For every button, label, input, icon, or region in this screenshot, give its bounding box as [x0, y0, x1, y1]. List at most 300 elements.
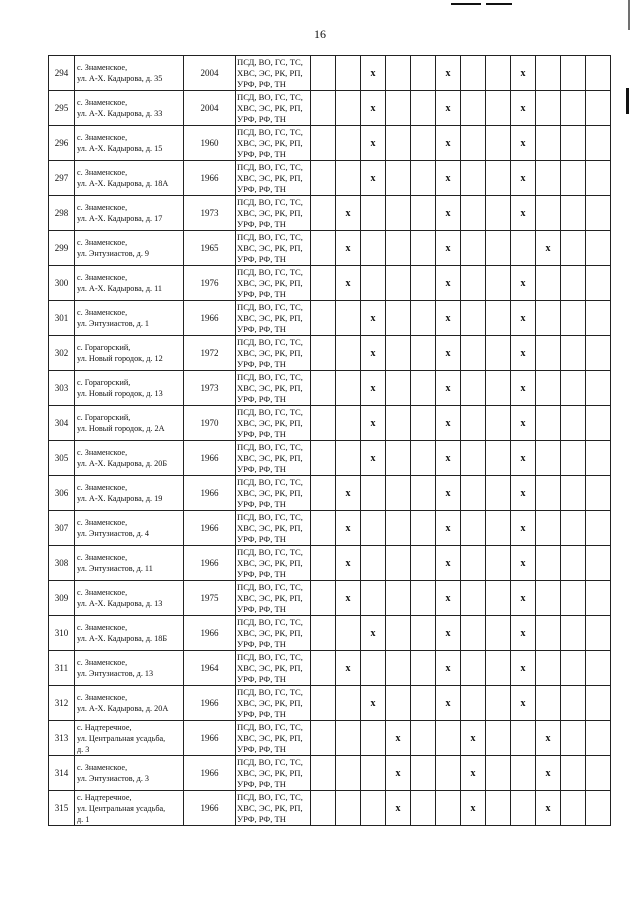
- systems-line: ХВС, ЭС, РК, РП,: [237, 242, 303, 253]
- row-number: 310: [49, 616, 75, 651]
- mark-cell: x: [536, 721, 561, 756]
- address-line: с. Знаменское,: [77, 623, 128, 632]
- systems-line: ХВС, ЭС, РК, РП,: [237, 627, 303, 638]
- mark-cell: [411, 441, 436, 476]
- systems-line: ХВС, ЭС, РК, РП,: [237, 802, 303, 813]
- mark-cell: [311, 756, 336, 791]
- systems-line: ХВС, ЭС, РК, РП,: [237, 102, 303, 113]
- mark-cell: [486, 406, 511, 441]
- mark-cell: x: [336, 476, 361, 511]
- mark-cell: [561, 336, 586, 371]
- mark-cell: [586, 441, 611, 476]
- mark-cell: [436, 756, 461, 791]
- mark-cell: [386, 161, 411, 196]
- mark-cell: [461, 301, 486, 336]
- mark-cell: x: [436, 301, 461, 336]
- systems-line: ХВС, ЭС, РК, РП,: [237, 312, 303, 323]
- mark-cell: x: [436, 126, 461, 161]
- mark-cell: [386, 616, 411, 651]
- mark-cell: [336, 126, 361, 161]
- mark-cell: [386, 301, 411, 336]
- mark-cell: [386, 56, 411, 91]
- mark-cell: [311, 686, 336, 721]
- mark-cell: x: [461, 791, 486, 826]
- systems-list: [236, 266, 311, 301]
- mark-cell: [586, 91, 611, 126]
- systems-line: УРФ, РФ, ТН: [237, 743, 286, 754]
- mark-cell: [561, 511, 586, 546]
- systems-list: [236, 336, 311, 371]
- mark-cell: x: [361, 56, 386, 91]
- mark-cell: [411, 91, 436, 126]
- mark-cell: [461, 511, 486, 546]
- build-year: 2004: [184, 91, 236, 126]
- systems-list: [236, 91, 311, 126]
- address-line: ул. Центральная усадьба,: [77, 803, 166, 813]
- mark-cell: x: [436, 91, 461, 126]
- mark-cell: x: [386, 721, 411, 756]
- systems-line: ХВС, ЭС, РК, РП,: [237, 67, 303, 78]
- mark-cell: [486, 231, 511, 266]
- mark-cell: x: [336, 196, 361, 231]
- mark-cell: x: [511, 406, 536, 441]
- table-row: [49, 231, 611, 266]
- mark-cell: [586, 336, 611, 371]
- mark-cell: [311, 126, 336, 161]
- row-number: 301: [49, 301, 75, 336]
- systems-line: ПСД, ВО, ГС, ТС,: [237, 791, 303, 802]
- mark-cell: [486, 196, 511, 231]
- row-number: 306: [49, 476, 75, 511]
- address-line: д. 1: [77, 814, 90, 824]
- scan-edge-mark: [451, 3, 481, 5]
- mark-cell: x: [386, 756, 411, 791]
- mark-cell: [411, 161, 436, 196]
- table-row: [49, 301, 611, 336]
- mark-cell: [486, 266, 511, 301]
- mark-cell: [411, 791, 436, 826]
- systems-list: [236, 616, 311, 651]
- row-number: 299: [49, 231, 75, 266]
- systems-line: ПСД, ВО, ГС, ТС,: [237, 371, 303, 382]
- systems-list: [236, 721, 311, 756]
- systems-line: ХВС, ЭС, РК, РП,: [237, 417, 303, 428]
- mark-cell: [386, 371, 411, 406]
- mark-cell: x: [461, 756, 486, 791]
- address-line: ул. А-Х. Кадырова, д. 13: [77, 599, 163, 608]
- systems-list: [236, 406, 311, 441]
- table-row: [49, 56, 611, 91]
- mark-cell: [311, 721, 336, 756]
- mark-cell: [586, 511, 611, 546]
- systems-line: ПСД, ВО, ГС, ТС,: [237, 686, 303, 697]
- address-cell: [75, 301, 184, 336]
- systems-line: УРФ, РФ, ТН: [237, 603, 286, 614]
- mark-cell: [536, 91, 561, 126]
- address-line: ул. А-Х. Кадырова, д. 20Б: [77, 459, 168, 468]
- mark-cell: [536, 126, 561, 161]
- address-line: ул. А-Х. Кадырова, д. 17: [77, 214, 163, 223]
- address-cell: [75, 616, 184, 651]
- mark-cell: [311, 336, 336, 371]
- mark-cell: [361, 721, 386, 756]
- mark-cell: x: [361, 91, 386, 126]
- mark-cell: [411, 371, 436, 406]
- row-number: 313: [49, 721, 75, 756]
- systems-list: [236, 126, 311, 161]
- mark-cell: x: [511, 91, 536, 126]
- mark-cell: [336, 371, 361, 406]
- mark-cell: [411, 756, 436, 791]
- row-number: 300: [49, 266, 75, 301]
- mark-cell: x: [436, 56, 461, 91]
- mark-cell: x: [361, 616, 386, 651]
- mark-cell: [486, 301, 511, 336]
- systems-line: ХВС, ЭС, РК, РП,: [237, 767, 303, 778]
- mark-cell: [386, 546, 411, 581]
- mark-cell: x: [436, 686, 461, 721]
- systems-line: ХВС, ЭС, РК, РП,: [237, 662, 303, 673]
- address-line: с. Горагорский,: [77, 378, 131, 387]
- mark-cell: [461, 546, 486, 581]
- systems-line: ПСД, ВО, ГС, ТС,: [237, 546, 303, 557]
- address-line: ул. А-Х. Кадырова, д. 11: [77, 284, 163, 293]
- mark-cell: x: [336, 581, 361, 616]
- mark-cell: [536, 336, 561, 371]
- systems-line: УРФ, РФ, ТН: [237, 183, 286, 194]
- mark-cell: [311, 161, 336, 196]
- mark-cell: [561, 686, 586, 721]
- row-number: 302: [49, 336, 75, 371]
- row-number: 296: [49, 126, 75, 161]
- systems-line: УРФ, РФ, ТН: [237, 638, 286, 649]
- mark-cell: [461, 651, 486, 686]
- address-line: с. Знаменское,: [77, 553, 128, 562]
- systems-line: ПСД, ВО, ГС, ТС,: [237, 651, 303, 662]
- table-row: [49, 511, 611, 546]
- mark-cell: x: [361, 126, 386, 161]
- address-line: с. Знаменское,: [77, 518, 128, 527]
- address-line: с. Знаменское,: [77, 308, 128, 317]
- mark-cell: [336, 91, 361, 126]
- systems-list: [236, 581, 311, 616]
- systems-list: [236, 161, 311, 196]
- mark-cell: [311, 301, 336, 336]
- address-cell: [75, 546, 184, 581]
- address-cell: [75, 56, 184, 91]
- systems-line: УРФ, РФ, ТН: [237, 778, 286, 789]
- row-number: 311: [49, 651, 75, 686]
- mark-cell: [386, 511, 411, 546]
- mark-cell: [461, 336, 486, 371]
- mark-cell: [386, 91, 411, 126]
- address-line: с. Знаменское,: [77, 273, 128, 282]
- row-number: 298: [49, 196, 75, 231]
- mark-cell: [386, 406, 411, 441]
- address-cell: [75, 441, 184, 476]
- mark-cell: x: [436, 546, 461, 581]
- mark-cell: [586, 161, 611, 196]
- address-line: с. Знаменское,: [77, 203, 128, 212]
- mark-cell: [536, 56, 561, 91]
- mark-cell: [561, 231, 586, 266]
- build-year: 1966: [184, 546, 236, 581]
- build-year: 1966: [184, 161, 236, 196]
- mark-cell: [311, 406, 336, 441]
- page-number: 16: [314, 27, 326, 41]
- mark-cell: x: [511, 616, 536, 651]
- address-cell: [75, 581, 184, 616]
- mark-cell: [586, 546, 611, 581]
- mark-cell: [586, 196, 611, 231]
- row-number: 305: [49, 441, 75, 476]
- mark-cell: [411, 476, 436, 511]
- build-year: 1965: [184, 231, 236, 266]
- table-row: [49, 546, 611, 581]
- mark-cell: x: [511, 686, 536, 721]
- mark-cell: [436, 721, 461, 756]
- mark-cell: [461, 371, 486, 406]
- address-cell: [75, 756, 184, 791]
- row-number: 304: [49, 406, 75, 441]
- mark-cell: [336, 686, 361, 721]
- systems-line: УРФ, РФ, ТН: [237, 673, 286, 684]
- table-row: [49, 581, 611, 616]
- table-row: [49, 406, 611, 441]
- mark-cell: [486, 56, 511, 91]
- mark-cell: [561, 161, 586, 196]
- mark-cell: [486, 336, 511, 371]
- mark-cell: [411, 56, 436, 91]
- mark-cell: [561, 441, 586, 476]
- mark-cell: [461, 406, 486, 441]
- mark-cell: [536, 371, 561, 406]
- mark-cell: [511, 721, 536, 756]
- mark-cell: [461, 616, 486, 651]
- mark-cell: [536, 476, 561, 511]
- mark-cell: [561, 406, 586, 441]
- mark-cell: [361, 756, 386, 791]
- mark-cell: [461, 581, 486, 616]
- systems-list: [236, 756, 311, 791]
- mark-cell: [361, 476, 386, 511]
- systems-line: ПСД, ВО, ГС, ТС,: [237, 406, 303, 417]
- mark-cell: [411, 266, 436, 301]
- row-number: 297: [49, 161, 75, 196]
- mark-cell: [311, 651, 336, 686]
- systems-line: ПСД, ВО, ГС, ТС,: [237, 91, 303, 102]
- mark-cell: [561, 756, 586, 791]
- mark-cell: [386, 441, 411, 476]
- row-number: 295: [49, 91, 75, 126]
- mark-cell: [536, 651, 561, 686]
- address-line: с. Знаменское,: [77, 63, 128, 72]
- systems-line: ПСД, ВО, ГС, ТС,: [237, 126, 303, 137]
- mark-cell: [536, 196, 561, 231]
- systems-line: ПСД, ВО, ГС, ТС,: [237, 231, 303, 242]
- mark-cell: x: [511, 126, 536, 161]
- systems-line: ХВС, ЭС, РК, РП,: [237, 207, 303, 218]
- systems-line: УРФ, РФ, ТН: [237, 708, 286, 719]
- systems-line: ПСД, ВО, ГС, ТС,: [237, 301, 303, 312]
- mark-cell: [561, 371, 586, 406]
- address-line: ул. А-Х. Кадырова, д. 20А: [77, 704, 169, 713]
- table-row: [49, 126, 611, 161]
- mark-cell: x: [511, 651, 536, 686]
- mark-cell: x: [436, 651, 461, 686]
- mark-cell: [461, 266, 486, 301]
- mark-cell: [461, 441, 486, 476]
- mark-cell: [311, 511, 336, 546]
- mark-cell: x: [361, 441, 386, 476]
- mark-cell: [486, 371, 511, 406]
- systems-line: ХВС, ЭС, РК, РП,: [237, 137, 303, 148]
- mark-cell: x: [511, 581, 536, 616]
- mark-cell: x: [536, 231, 561, 266]
- address-line: с. Знаменское,: [77, 483, 128, 492]
- mark-cell: [386, 476, 411, 511]
- address-line: с. Горагорский,: [77, 343, 131, 352]
- scan-edge-mark: [628, 0, 630, 30]
- mark-cell: [486, 581, 511, 616]
- mark-cell: [311, 616, 336, 651]
- mark-cell: x: [361, 336, 386, 371]
- mark-cell: [411, 616, 436, 651]
- mark-cell: [311, 91, 336, 126]
- systems-line: ХВС, ЭС, РК, РП,: [237, 347, 303, 358]
- systems-line: ХВС, ЭС, РК, РП,: [237, 557, 303, 568]
- mark-cell: [361, 231, 386, 266]
- mark-cell: x: [511, 301, 536, 336]
- mark-cell: [336, 301, 361, 336]
- row-number: 308: [49, 546, 75, 581]
- mark-cell: x: [436, 266, 461, 301]
- mark-cell: [461, 91, 486, 126]
- address-line: ул. А-Х. Кадырова, д. 15: [77, 144, 163, 153]
- mark-cell: [561, 301, 586, 336]
- mark-cell: [411, 301, 436, 336]
- mark-cell: [311, 441, 336, 476]
- mark-cell: x: [436, 581, 461, 616]
- mark-cell: [536, 441, 561, 476]
- build-year: 1966: [184, 476, 236, 511]
- table-row: [49, 721, 611, 756]
- mark-cell: [461, 686, 486, 721]
- table-row: [49, 476, 611, 511]
- address-line: ул. Энтузиастов, д. 13: [77, 669, 154, 678]
- mark-cell: [411, 721, 436, 756]
- table-row: [49, 441, 611, 476]
- mark-cell: [411, 546, 436, 581]
- mark-cell: [461, 56, 486, 91]
- scan-edge-mark: [486, 3, 512, 5]
- address-line: с. Знаменское,: [77, 133, 128, 142]
- systems-line: ХВС, ЭС, РК, РП,: [237, 277, 303, 288]
- address-line: с. Знаменское,: [77, 168, 128, 177]
- systems-line: УРФ, РФ, ТН: [237, 323, 286, 334]
- build-year: 1970: [184, 406, 236, 441]
- mark-cell: x: [511, 511, 536, 546]
- mark-cell: [586, 301, 611, 336]
- mark-cell: [536, 581, 561, 616]
- mark-cell: [386, 126, 411, 161]
- address-cell: [75, 651, 184, 686]
- address-line: с. Надтеречное,: [77, 792, 132, 802]
- mark-cell: x: [436, 161, 461, 196]
- mark-cell: [486, 616, 511, 651]
- mark-cell: [411, 406, 436, 441]
- mark-cell: [536, 301, 561, 336]
- systems-line: УРФ, РФ, ТН: [237, 253, 286, 264]
- mark-cell: [361, 791, 386, 826]
- systems-line: ХВС, ЭС, РК, РП,: [237, 732, 303, 743]
- mark-cell: [336, 336, 361, 371]
- mark-cell: [586, 581, 611, 616]
- systems-line: ПСД, ВО, ГС, ТС,: [237, 616, 303, 627]
- mark-cell: [411, 336, 436, 371]
- mark-cell: [311, 791, 336, 826]
- build-year: 1966: [184, 686, 236, 721]
- mark-cell: [486, 756, 511, 791]
- table-row: [49, 791, 611, 826]
- mark-cell: [361, 651, 386, 686]
- mark-cell: [361, 581, 386, 616]
- mark-cell: x: [361, 406, 386, 441]
- build-year: 1964: [184, 651, 236, 686]
- mark-cell: [586, 126, 611, 161]
- mark-cell: [511, 231, 536, 266]
- systems-list: [236, 441, 311, 476]
- mark-cell: [486, 721, 511, 756]
- mark-cell: [486, 91, 511, 126]
- mark-cell: [536, 266, 561, 301]
- table-row: [49, 336, 611, 371]
- row-number: 312: [49, 686, 75, 721]
- systems-list: [236, 371, 311, 406]
- address-line: ул. Энтузиастов, д. 9: [77, 249, 150, 258]
- address-cell: [75, 406, 184, 441]
- build-year: 2004: [184, 56, 236, 91]
- mark-cell: x: [386, 791, 411, 826]
- mark-cell: [561, 266, 586, 301]
- systems-line: ПСД, ВО, ГС, ТС,: [237, 756, 303, 767]
- mark-cell: [536, 546, 561, 581]
- mark-cell: x: [511, 56, 536, 91]
- mark-cell: [411, 581, 436, 616]
- build-year: 1973: [184, 371, 236, 406]
- mark-cell: [461, 161, 486, 196]
- mark-cell: [386, 336, 411, 371]
- mark-cell: x: [511, 161, 536, 196]
- address-line: ул. Новый городок, д. 13: [77, 389, 163, 398]
- mark-cell: [411, 231, 436, 266]
- address-line: с. Знаменское,: [77, 448, 128, 457]
- address-cell: [75, 686, 184, 721]
- mark-cell: x: [511, 476, 536, 511]
- build-year: 1976: [184, 266, 236, 301]
- mark-cell: x: [436, 371, 461, 406]
- address-line: ул. Энтузиастов, д. 11: [77, 564, 153, 573]
- mark-cell: [411, 686, 436, 721]
- systems-line: УРФ, РФ, ТН: [237, 218, 286, 229]
- mark-cell: [336, 161, 361, 196]
- mark-cell: [461, 476, 486, 511]
- mark-cell: [486, 511, 511, 546]
- systems-line: ПСД, ВО, ГС, ТС,: [237, 56, 303, 67]
- table-row: [49, 161, 611, 196]
- address-cell: [75, 791, 184, 826]
- systems-line: УРФ, РФ, ТН: [237, 113, 286, 124]
